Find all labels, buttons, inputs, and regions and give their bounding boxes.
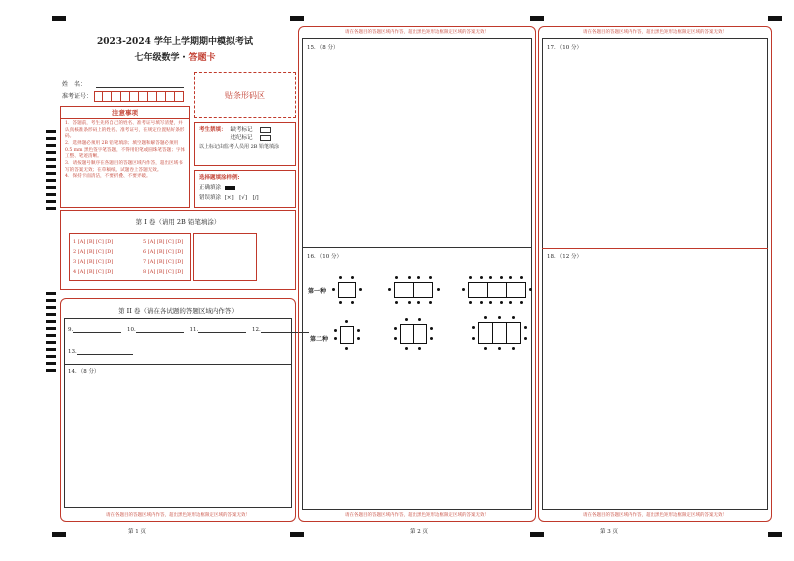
q17-label: 17．（10 分） [547, 45, 582, 51]
choice-grid [193, 233, 257, 281]
timing-mark [52, 16, 66, 21]
q14-label: 14．（8 分） [68, 369, 100, 375]
q13-label: 13. [68, 349, 77, 355]
choice-row[interactable]: 8 [A] [B] [C] [D] [143, 269, 184, 275]
page3-footer: 第 3 页 [600, 529, 618, 535]
timing-mark [290, 532, 304, 537]
row1-arrangement-2 [386, 274, 442, 308]
wrong-fill-marks: [×] [√] [/] [224, 195, 259, 201]
subtitle-prefix: 七年级数学・ [134, 53, 189, 63]
row1-arrangement-1 [330, 274, 364, 308]
blank-row-2 [68, 348, 133, 355]
absent-mark-box[interactable] [260, 127, 271, 133]
choice-row[interactable]: 4 [A] [B] [C] [D] [73, 269, 114, 275]
q15-area [302, 38, 532, 248]
q11-answer-line[interactable] [198, 326, 246, 333]
timing-mark [52, 532, 66, 537]
notice-item: 2．选择题必须用 2B 铅笔填涂；填空题和解答题必须用 0.5 mm 黑色签字笔答题，不得用铅笔或圆珠笔答题；字体工整、笔迹清晰。 [65, 140, 186, 160]
q12-label: 12. [252, 327, 261, 333]
page2-footer: 第 2 页 [410, 529, 428, 535]
q9-answer-line[interactable] [73, 326, 121, 333]
row1-label: 第一种 [308, 288, 327, 295]
choice-row[interactable]: 5 [A] [B] [C] [D] [143, 239, 184, 245]
absent-mark-label: 缺考标记 [230, 127, 253, 133]
q14-divider [64, 364, 292, 365]
choice-row[interactable]: 6 [A] [B] [C] [D] [143, 249, 184, 255]
q11-label: 11. [189, 327, 199, 333]
row2-arrangement-3 [470, 314, 530, 352]
choice-row[interactable]: 7 [A] [B] [C] [D] [143, 259, 184, 265]
fill-example-title: 选择题填涂样例: [199, 175, 240, 181]
q9-label: 9. [68, 327, 74, 333]
page-title: 2023-2024 学年上学期期中模拟考试 [97, 37, 253, 47]
choice-row[interactable]: 2 [A] [B] [C] [D] [73, 249, 114, 255]
barcode-area [194, 72, 296, 118]
notice-item: 1．答题前，考生先将自己的姓名、准考证号填写清楚，并认真核准条形码上的姓名、准考证号，在规定位置贴好条形码。 [65, 121, 185, 140]
name-line[interactable] [96, 87, 184, 88]
section1-title: 第 I 卷（请用 2B 铅笔填涂） [135, 218, 221, 226]
correct-fill-label: 正确填涂 [199, 185, 222, 191]
barcode-label: 贴条形码区 [225, 90, 265, 100]
timing-mark [530, 16, 544, 21]
side-timing-marks [46, 292, 56, 376]
page2-warning-top: 请在各题目的答题区域内作答，超出黑色矩形边框限定区域的答案无效！ [345, 30, 489, 35]
choice-row[interactable]: 3 [A] [B] [C] [D] [73, 259, 114, 265]
name-label: 姓 名： [62, 81, 87, 88]
row1-arrangement-3 [462, 274, 534, 308]
timing-mark [768, 532, 782, 537]
notice-item: 3．请按题号顺序在各题目的答题区域内作答，超出区域书写的答案无效；在草稿纸、试题卷上答题无效。 [65, 160, 183, 173]
exam-note-box [194, 122, 296, 166]
q17-area [542, 38, 768, 510]
q16-label: 16．（10 分） [307, 254, 342, 260]
page3-warning-bottom: 请在各题目的答题区域内作答，超出黑色矩形边框限定区域的答案无效！ [583, 513, 727, 518]
q15-label: 15．（8 分） [307, 45, 339, 51]
notice-box [60, 106, 190, 208]
q17-q18-divider [542, 248, 768, 249]
q10-label: 10. [127, 327, 136, 333]
q18-label: 18．（12 分） [547, 254, 582, 260]
page-subtitle [60, 50, 290, 63]
side-timing-marks [46, 130, 56, 214]
id-label: 准考证号： [62, 93, 93, 100]
timing-mark [768, 16, 782, 21]
page1-warning: 请在各题目的答题区域内作答，超出黑色矩形边框限定区域的答案无效！ [106, 513, 250, 518]
row2-label: 第二种 [310, 336, 329, 343]
fill-example-box [194, 170, 296, 208]
notice-title: 注意事项 [61, 107, 189, 119]
subtitle-accent: 答题卡 [188, 53, 216, 63]
exam-note-hint: 以上标记由监考人员用 2B 铅笔填涂 [199, 144, 280, 150]
row2-arrangement-2 [392, 316, 434, 352]
page3-warning-top: 请在各题目的答题区域内作答，超出黑色矩形边框限定区域的答案无效！ [583, 30, 727, 35]
id-boxes[interactable] [94, 91, 184, 102]
section2-title: 第 II 卷（请在各试题的答题区域内作答） [118, 307, 238, 315]
cheat-mark-label: 违纪标记 [230, 135, 253, 141]
blank-row-1 [68, 326, 309, 333]
timing-mark [290, 16, 304, 21]
q10-answer-line[interactable] [136, 326, 184, 333]
notice-item: 4．保持卡面清洁，不要折叠、不要弄破。 [65, 174, 151, 180]
exam-note-label: 考生禁填： [199, 127, 227, 133]
row2-arrangement-1 [332, 318, 364, 352]
page1-footer: 第 1 页 [128, 529, 146, 535]
correct-fill-mark [225, 186, 235, 190]
cheat-mark-box[interactable] [260, 135, 271, 141]
timing-mark [530, 532, 544, 537]
wrong-fill-label: 错误填涂 [199, 195, 222, 201]
q13-answer-line[interactable] [77, 348, 133, 355]
fill-blank-area [64, 318, 292, 508]
page2-warning-bottom: 请在各题目的答题区域内作答，超出黑色矩形边框限定区域的答案无效！ [345, 513, 489, 518]
choice-row[interactable]: 1 [A] [B] [C] [D] [73, 239, 114, 245]
section1-box [60, 210, 296, 290]
